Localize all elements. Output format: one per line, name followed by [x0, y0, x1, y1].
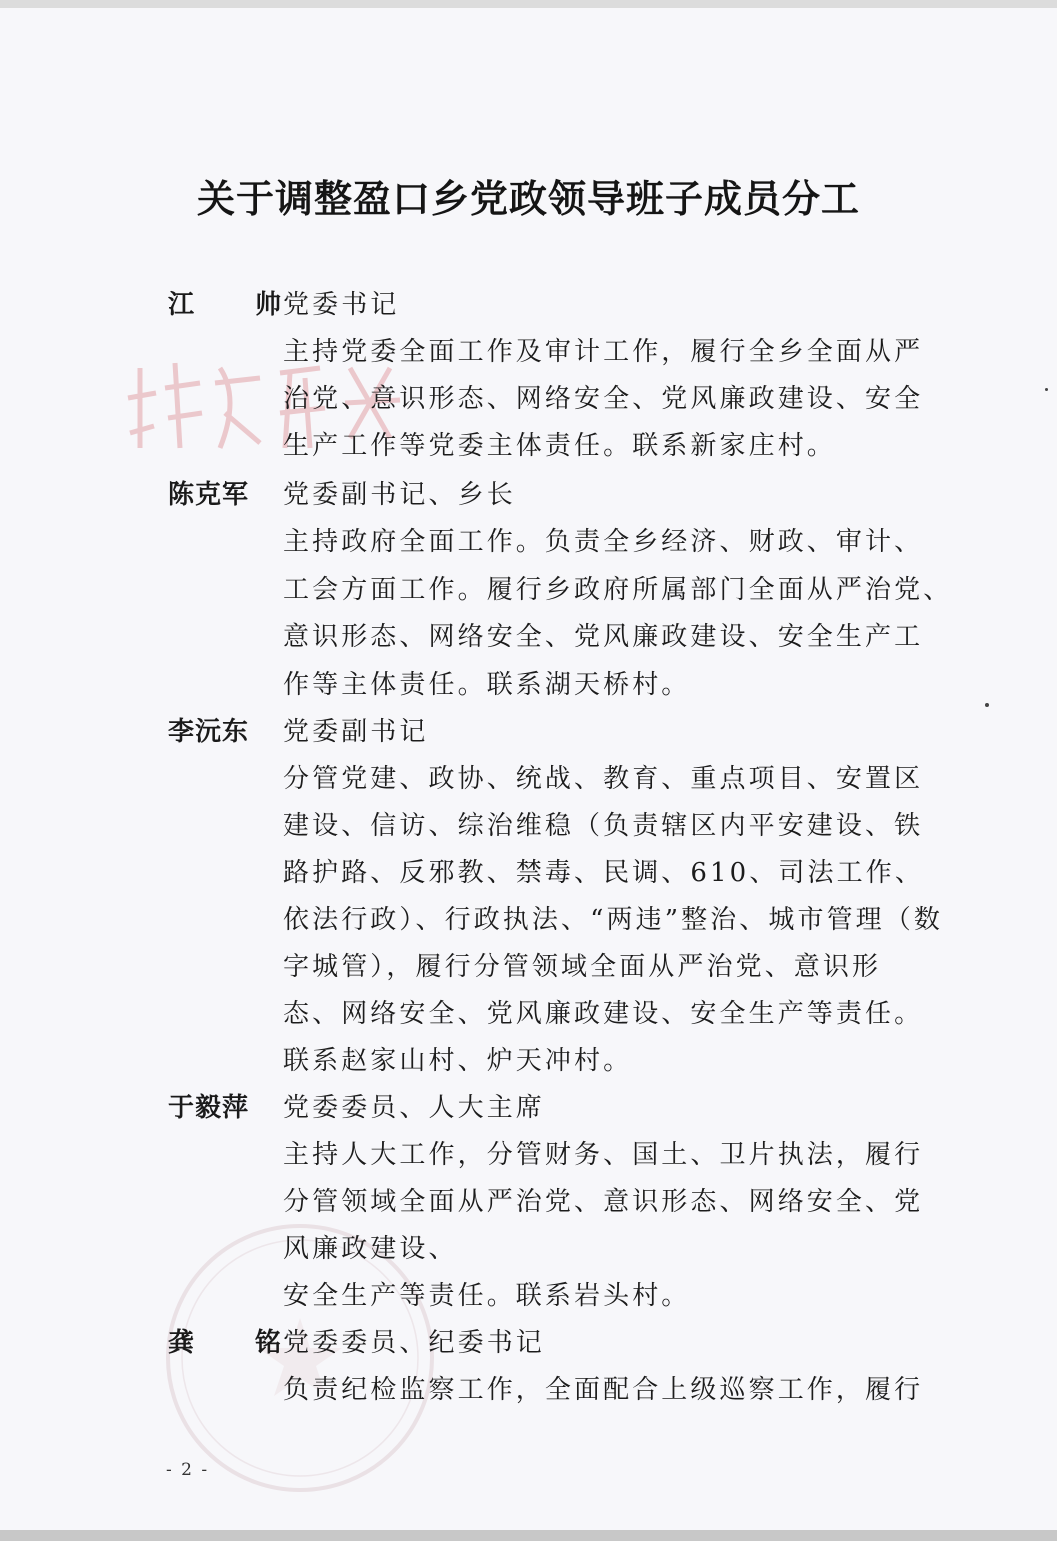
duty-line: 态、网络安全、党风廉政建设、安全生产等责任。: [283, 999, 924, 1029]
duty-line: 作等主体责任。联系湖天桥村。: [283, 670, 691, 700]
member-name: 于毅萍: [168, 1093, 250, 1123]
duty-line: 依法行政）、行政执法、“两违”整治、城市管理（数: [283, 905, 943, 935]
duty-line: 主持党委全面工作及审计工作，履行全乡全面从严: [283, 337, 924, 367]
member-name: 龚 铭: [168, 1328, 308, 1358]
duty-line: 字城管），履行分管领域全面从严治党、意识形: [283, 952, 882, 982]
duty-line: 意识形态、网络安全、党风廉政建设、安全生产工: [283, 622, 924, 652]
document-title: 关于调整盈口乡党政领导班子成员分工: [196, 176, 860, 221]
duty-line: 治党、意识形态、网络安全、党风廉政建设、安全: [283, 384, 924, 414]
member-position: 党委委员、纪委书记: [283, 1328, 545, 1358]
member-position: 党委副书记: [283, 717, 429, 747]
duty-line: 工会方面工作。履行乡政府所属部门全面从严治党、: [283, 575, 953, 605]
page-number: - 2 -: [166, 1460, 210, 1480]
scan-speck: [1045, 388, 1048, 391]
member-position: 党委副书记、乡长: [283, 480, 516, 510]
duty-line: 建设、信访、综治维稳（负责辖区内平安建设、铁: [283, 811, 924, 841]
member-position: 党委书记: [283, 290, 400, 320]
duty-line: 主持人大工作，分管财务、国土、卫片执法，履行: [283, 1140, 924, 1170]
duty-line: 安全生产等责任。联系岩头村。: [283, 1281, 691, 1311]
duty-line: 风廉政建设、: [283, 1234, 458, 1264]
scan-edge-top: [0, 0, 1057, 8]
member-name: 李沅东: [168, 717, 250, 747]
member-name: 江 帅: [168, 290, 308, 320]
duty-line: 生产工作等党委主体责任。联系新家庄村。: [283, 431, 836, 461]
duty-line: 分管领域全面从严治党、意识形态、网络安全、党: [283, 1187, 924, 1217]
duty-line: 路护路、反邪教、禁毒、民调、610、司法工作、: [283, 858, 924, 888]
member-name: 陈克军: [168, 480, 250, 510]
duty-line: 分管党建、政协、统战、教育、重点项目、安置区: [283, 764, 924, 794]
scan-speck: [985, 703, 989, 707]
member-position: 党委委员、人大主席: [283, 1093, 545, 1123]
document-page: [0, 8, 1057, 1530]
duty-line: 联系赵家山村、炉天冲村。: [283, 1046, 633, 1076]
duty-line: 主持政府全面工作。负责全乡经济、财政、审计、: [283, 527, 924, 557]
duty-line: 负责纪检监察工作，全面配合上级巡察工作，履行: [283, 1375, 924, 1405]
scan-edge-bottom: [0, 1530, 1057, 1541]
